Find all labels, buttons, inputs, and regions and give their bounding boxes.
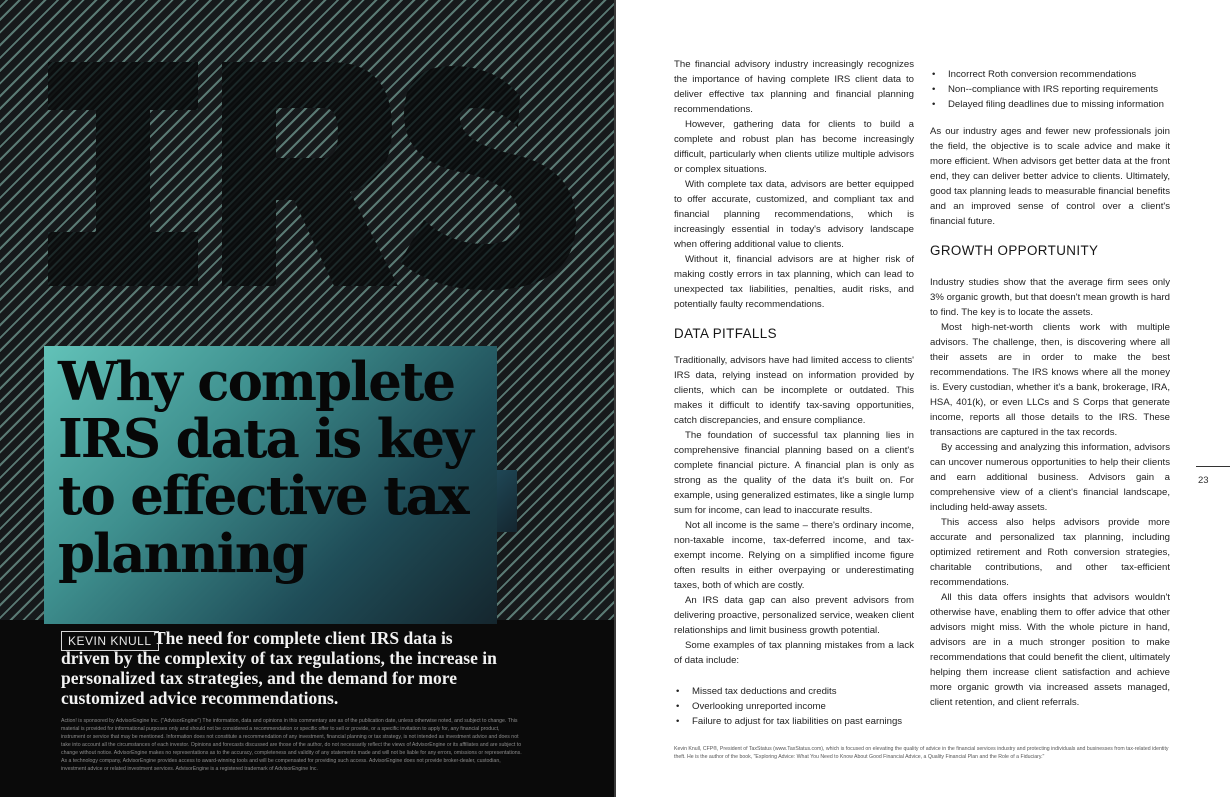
body-paragraph: The financial advisory industry increasingly recognizes the importance of having complete IRS client data to deliver effective tax planning and financial planning recommendations. (674, 59, 914, 115)
list-item: • Non--compliance with IRS reporting requirements (930, 82, 1170, 97)
body-paragraph: Not all income is the same – there's ordinary income, non-taxable income, tax-deferred income, and tax-exempt income. Relying on a simplified income figure often results in either overpaying or underestimating taxes, both of which are costly. (674, 520, 914, 591)
body-paragraph: With complete tax data, advisors are better equipped to offer accurate, customized, and compliant tax and financial planning recommendations, which is increasingly essential in today's advisory landscape when offering additional value to clients. (674, 179, 914, 250)
irs-letters-artwork (0, 0, 616, 340)
mistakes-list (674, 684, 914, 729)
author-bio: Kevin Knull, CFP®, President of TaxStatus (www.TaxStatus.com), which is focused on elevating the quality of advice in the financial services industry and protecting individuals and businesses from tax-related identity theft. He is the author of the book, "Exploring Advice: What You Need to Know About Good Financial Advice, a Quality Financial Plan and the Role of a Fiduciary." (674, 746, 1169, 761)
body-paragraph: Industry studies show that the average firm sees only 3% organic growth, but that doesn't mean growth is hard to find. The key is to locate the assets. (930, 277, 1170, 318)
body-paragraph: This access also helps advisors provide more accurate and personalized tax planning, including optimized retirement and Roth conversion strategies, charitable contributions, and other tax-efficient recommendations. (930, 517, 1170, 588)
mistakes-list-continued (930, 67, 1170, 112)
text-column-2 (930, 57, 1170, 710)
list-item: • Incorrect Roth conversion recommendations (930, 67, 1170, 82)
body-paragraph: As our industry ages and fewer new professionals join the field, the objective is to scale advice and make it more efficient. When advisors get better data at the front end, they can deliver better advice to clients. Ultimately, good tax planning leads to measurable financial benefits and an improved sense of control over a client's financial future. (930, 126, 1170, 227)
body-paragraph: Some examples of tax planning mistakes from a lack of data include: (674, 640, 914, 666)
body-paragraph: All this data offers insights that advisors wouldn't otherwise have, enabling them to offer advice that other advisors might miss. With the whole picture in hand, advisors are in a much stronger position to make recommendations that could benefit the client, ultimately helping them increase client satisfaction and achieve more organic growth via increased assets managed, client retention, and client referrals. (930, 592, 1170, 708)
body-paragraph: Traditionally, advisors have had limited access to clients' IRS data, relying instead on information provided by clients, which can be incomplete or outdated. This makes it difficult to identify tax-saving opportunities, catch discrepancies, and ensure compliance. (674, 355, 914, 426)
page-number-rule (1196, 466, 1230, 467)
body-paragraph: An IRS data gap can also prevent advisors from delivering proactive, personalized service, weaken client relationships and limit business growth potential. (674, 595, 914, 636)
text-column-1 (674, 57, 914, 729)
body-paragraph: The foundation of successful tax planning lies in comprehensive financial planning based on a client's complete financial picture. A financial plan is only as strong as the quality of the data it's built on. For example, using generalized estimates, like a single lump sum for income, can lead to inaccurate results. (674, 430, 914, 516)
list-item: • Overlooking unreported income (674, 699, 914, 714)
list-item: • Failure to adjust for tax liabilities on past earnings (674, 714, 914, 729)
body-paragraph: Most high-net-worth clients work with multiple advisors. The challenge, then, is discovering where all their assets are in order to make the best recommendations. The IRS knows where all the money is. Every custodian, whether it's a bank, brokerage, IRA, HSA, 401(k), or even LLCs and S Corps that generate income, reports all those details to the IRS. These transactions are captured in the tax records. (930, 322, 1170, 438)
right-page (616, 0, 1230, 797)
article-title: Why complete IRS data is key to effective tax planning (58, 351, 472, 585)
list-item: • Missed tax deductions and credits (674, 684, 914, 699)
author-byline: KEVIN KNULL (61, 631, 159, 651)
sponsor-disclaimer: Action! is sponsored by AdvisorEngine Inc. ("AdvisorEngine") The information, data and opinions in this commentary are as of the publication date, unless otherwise noted, and subject to change. This material is provided for informational purposes only and should not be considered a recommendation or specific offer to sell or provide, or a specific invitation to apply for, any financial product, instrument or service that may be mentioned. Information does not constitute a recommendation of any investment, financial planning or tax strategy, is not intended as investment advice and does not take into account all the circumstances of each investor. Opinions and forecasts discussed are those of the author, do not necessarily reflect the views of AdvisorEngine or its affiliates and are subject to change without notice. AdvisorEngine makes no representations as to the accuracy, completeness and validity of any statements made and will not be liable for any errors, omissions or representations. As a technology company, AdvisorEngine provides access to award-winning tools and will be compensated for providing such access. AdvisorEngine does not provide broker-dealer, custodian, investment advice or related investment services. AdvisorEngine is a registered trademark of AdvisorEngine Inc. (61, 718, 522, 773)
body-paragraph: Without it, financial advisors are at higher risk of making costly errors in tax planning, which can lead to unexpected tax liabilities, penalties, audit risks, and potentially faulty recommendations. (674, 254, 914, 310)
body-paragraph: By accessing and analyzing this information, advisors can uncover numerous opportunities to help their clients and earn additional business. Advisors gain a comprehensive view of a client's financial landscape, including held-away assets. (930, 442, 1170, 513)
section-heading-data-pitfalls: DATA PITFALLS (674, 326, 777, 341)
body-paragraph: However, gathering data for clients to build a complete and robust plan has become increasingly difficult, particularly when clients utilize multiple advisors or complex situations. (674, 119, 914, 175)
article-subtitle: The need for complete client IRS data is driven by the complexity of tax regulations, the increase in personalized tax strategies, and the demand for more customized advice recommendations. (61, 628, 497, 708)
list-item: • Delayed filing deadlines due to missing information (930, 97, 1170, 112)
page-number: 23 (1198, 475, 1209, 486)
section-heading-growth-opportunity: GROWTH OPPORTUNITY (930, 243, 1099, 258)
